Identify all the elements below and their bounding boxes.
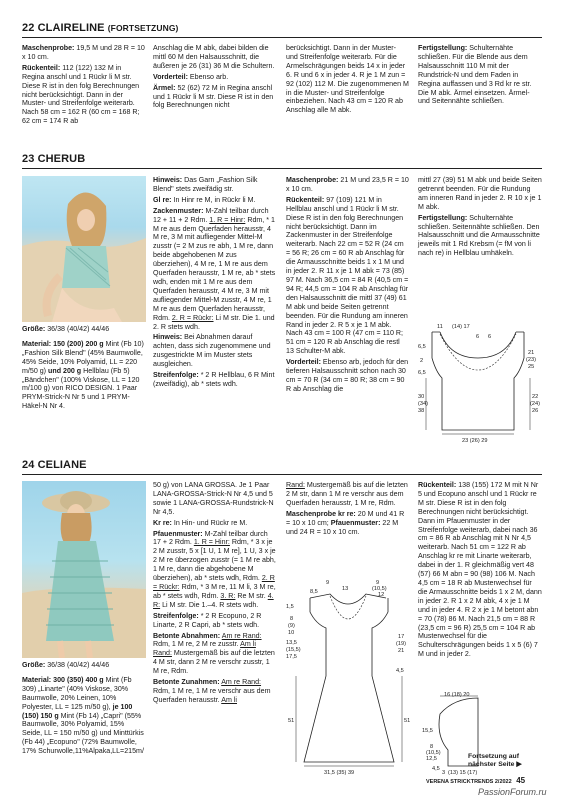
underlined: 2. R = Rückr: bbox=[153, 574, 275, 591]
text: 21 M und 23,5 R = 10 x 10 cm. bbox=[286, 176, 409, 193]
dim-label: 1,5 bbox=[286, 604, 294, 610]
dim-label: 26 bbox=[532, 408, 539, 414]
label: Betonte Zunahmen: bbox=[153, 678, 220, 687]
label: Gl re: bbox=[153, 195, 172, 204]
dim-label: 8,5 bbox=[310, 589, 318, 595]
label: je 100 (150) 150 g bbox=[22, 702, 133, 720]
s23-column-4 bbox=[418, 176, 542, 260]
s22-column-4 bbox=[418, 44, 542, 108]
label: Rückenteil: bbox=[22, 63, 61, 72]
text: 20 M und 41 R = 10 x 10 cm; bbox=[286, 509, 405, 527]
label: Pfauenmuster: bbox=[330, 518, 381, 527]
watermark bbox=[478, 787, 547, 797]
label: Maschenprobe kr re: bbox=[286, 509, 356, 518]
section-title-text: 23 CHERUB bbox=[22, 153, 86, 165]
label: Größe: bbox=[22, 661, 46, 669]
dim-label: 4,5 bbox=[396, 668, 404, 674]
photo-illustration bbox=[22, 176, 146, 322]
dim-label: 6 bbox=[488, 334, 492, 340]
underlined: 3. R: bbox=[220, 591, 236, 600]
dim-label: 8 bbox=[290, 616, 294, 622]
text: Li M str. Die 1. und 2. R stets wdh. bbox=[153, 313, 275, 331]
text: M-Zahl teilbar durch 12 + 11 + 2 Rdm. bbox=[153, 206, 269, 224]
dim-label: 23 (26) 29 bbox=[462, 438, 488, 444]
dim-label: (10,5) bbox=[372, 586, 387, 592]
text: 52 (62) 72 M in Regina anschl und 1 Rückr li M str. Diese R ist in den folg Berechnungen nicht bbox=[153, 83, 274, 110]
dim-label: (9) bbox=[288, 623, 295, 629]
dim-label: 21 bbox=[528, 350, 535, 356]
dim-label: 3 bbox=[442, 770, 446, 776]
label: Hinweis: bbox=[153, 176, 183, 184]
dim-label: (24) bbox=[530, 401, 540, 407]
underlined: 4. R: bbox=[153, 591, 274, 609]
label: Zackenmuster: bbox=[153, 206, 204, 215]
dim-label: 12 bbox=[378, 592, 385, 598]
dim-label: 17,5 bbox=[286, 654, 297, 660]
page-number: 45 bbox=[516, 776, 526, 785]
schematic-celiane-body bbox=[286, 576, 416, 776]
underlined: 1. R = Hinr: bbox=[209, 215, 246, 224]
text: Re M str. bbox=[235, 591, 268, 600]
dim-label: (34) bbox=[418, 401, 428, 407]
section-23-title bbox=[22, 153, 85, 165]
text: Mint (Fb 10) „Fashion Silk Blend" (45% Baumwolle, 45% Seide, 10% Polyamid, LL = 220 m/50 g) bbox=[22, 339, 144, 375]
magazine-name: VERENA STRICKTRENDS 2/2022 bbox=[426, 779, 512, 785]
text: Rdm, * 3 M re, 11 M li, 3 M re, ab * stets wdh, Rdm. bbox=[153, 582, 276, 600]
label: Maschenprobe: bbox=[22, 44, 75, 52]
dim-label: 8 bbox=[430, 744, 434, 750]
text: Rdm, 1 M re, 1 M re verschr aus dem Querfaden herausstr. bbox=[153, 686, 271, 704]
dim-label: (14) 17 bbox=[452, 324, 470, 330]
label: Größe: bbox=[22, 325, 46, 333]
text: Hellblau (Fb 5) „Bändchen" (100% Viskose, LL = 120 m/100 g) von RICO DESIGN. 1 Paar PRYM-Strick-N Nr 5 und 1 PRYM-Häkel-N Nr 4. bbox=[22, 366, 140, 411]
dim-label: 12,5 bbox=[426, 756, 437, 762]
dim-label: 2 bbox=[420, 358, 424, 364]
s23-column-3 bbox=[286, 176, 409, 396]
dim-label: 9 bbox=[376, 580, 380, 586]
s22-column-3 bbox=[286, 44, 409, 117]
text: Mustergemäß bis auf die letzten 2 M str, dann 1 M re verschr aus dem Querfaden herausstr, 1 M re, Rdm. bbox=[286, 481, 408, 507]
text: 36/38 (40/42) 44/46 bbox=[45, 661, 110, 669]
text: 50 g) von LANA GROSSA. Je 1 Paar LANA-GROSSA-Strick-N Nr 4,5 und 5 sowie 1 LANA-GROSSA-Rundstrick-N Nr 4,5. bbox=[153, 481, 274, 516]
dim-label: 38 bbox=[418, 408, 425, 414]
text: * 2 R Ecopuno, 2 R Linarte, 2 R Capri, ab * stets wdh. bbox=[153, 611, 262, 629]
text: 138 (155) 172 M mit N Nr 5 und Ecopuno anschl und 1 Rückr re M str. Diese R ist in den folg Berechnungen nicht berücksichtigt. Dann im Pfauenmuster in der Streifenfolge weiterarb, dabei nach 36 cm = 86 R ab Anschlag mit N Nr 4,5 weiterarb. Nach 51 cm = 122 R ab Anschlag kr re mit Linarte weiterarb, dabei in der 1. R gleichmäßig vert 48 (57) 66 M abn = 90 (98) 106 M. Nach 4,5 cm = 18 R ab Musterwechsel für die Armausschnitte beids 1 x 2 M, dann in jeder 2. R 1 x 2 M abk, 4 x je 1 M und in jeder 4. R 2 x je 1 M betont abn = 70 (78) 86 M. Nach 21,5 cm = 88 R (23,5 cm = 96 R) 25,5 cm = 104 R ab Musterwechsel für die Schulterschrägungen beids 1 x 5 (6) 7 M und in jeder 2. bbox=[418, 481, 542, 659]
s24-column-2 bbox=[153, 481, 276, 707]
label: Fertigstellung: bbox=[418, 44, 468, 52]
underlined: Am li bbox=[221, 695, 237, 704]
dim-label: 30 bbox=[418, 394, 425, 400]
s22-column-1 bbox=[22, 44, 145, 128]
dim-label: (23) bbox=[526, 357, 536, 363]
text: berücksichtigt. Dann in der Muster- und Streifenfolge weiterarb. Für die Armelschrägungen beids 14 x in jeder 6. R und 6 x in jeder 4. R je 1 M zun = 92 (102) 112 M. Die zugenommenen M in die Muster- und Streifenfolge einbeziehen. Nach 43 cm = 120 R ab Anschlag alle M abk. bbox=[286, 44, 409, 115]
dim-label: 15,5 bbox=[422, 728, 433, 734]
dim-label: (15,5) bbox=[286, 647, 301, 653]
dim-label: 6,5 bbox=[418, 370, 426, 376]
label: Rückenteil: bbox=[418, 481, 457, 489]
label: Vorderteil: bbox=[286, 358, 321, 367]
dim-label: 31,5 (35) 39 bbox=[324, 770, 355, 776]
label: Vorderteil: bbox=[153, 72, 188, 81]
photo-illustration bbox=[22, 481, 146, 658]
text: M-Zahl teilbar durch 17 + 2 Rdm. bbox=[153, 529, 268, 547]
dim-label: 11 bbox=[437, 324, 443, 330]
label: Betonte Abnahmen: bbox=[153, 631, 221, 640]
text: In Hin- und Rückr re M. bbox=[171, 518, 248, 527]
section-title-suffix: (FORTSETZUNG) bbox=[107, 23, 179, 33]
label: Fertigstellung: bbox=[418, 213, 468, 222]
underlined: Am re Rand: bbox=[221, 678, 262, 687]
model-photo-celiane bbox=[22, 481, 146, 658]
underlined: Rand: bbox=[286, 481, 305, 489]
dim-label: 10 bbox=[288, 630, 295, 636]
s24-column-1 bbox=[22, 661, 146, 758]
dim-label: (19) bbox=[396, 641, 406, 647]
dim-label: 6,5 bbox=[418, 344, 426, 350]
s24-column-4 bbox=[418, 481, 542, 661]
text: Rdm, * 3 x je 2 M zusstr, 5 x [1 U, 1 M re], 1 U, 3 x je 2 M re überzogen zusstr (= 1 M re abh, 1 M re, dann die abgehobene M überziehen), ab * stets wdh, Rdm. bbox=[153, 538, 276, 583]
label: Maschenprobe: bbox=[286, 176, 339, 184]
text: Das Garn „Fashion Silk Blend" stets zweifädig str. bbox=[153, 176, 258, 193]
continuation-note bbox=[468, 753, 544, 769]
text: Rdm, 1 M re, 2 M re zusstr. bbox=[153, 640, 241, 649]
schematic-cherub bbox=[418, 318, 542, 446]
dim-label: (13) 15 (17) bbox=[448, 770, 478, 776]
text: 97 (109) 121 M in Hellblau anschl und 1 Rückr li M str. Diese R ist in den folg Berechnungen nicht berücksichtigt. Dann im Zackenmuster in der Streifenfolge weiterarb. Nach 22 cm = 52 R (24 cm = 56 R; 26 cm = 60 R ab Anschlag für die Armausschnitte beids 1 x 1 M und in jeder 2. R 11 x je 1 M abk = 73 (85) 97 M. Nach 36,5 cm = 84 R (40,5 cm = 94 R; 44,5 cm = 104 R ab Anschlag für den Halsausschnitt die mittl 37 (49) 61 M abk und beide Seiten getrennt beenden. Für die Rundung am inneren Rand in jeder 2. R 5 x je 1 M abk. Nach 43 cm = 100 R (47 cm = 110 R; 51 cm = 120 R ab Anschlag die restl 13 Schulter-M abk. bbox=[286, 195, 409, 356]
underlined: 2. R = Rückr: bbox=[171, 313, 214, 322]
text: mittl 27 (39) 51 M abk und beide Seiten getrennt beenden. Für die Rundung am inneren Rand in jeder 2. R 10 x je 1 M abk. bbox=[418, 176, 542, 211]
underlined: Am li Rand: bbox=[153, 640, 256, 658]
text: 19,5 M und 28 R = 10 x 10 cm. bbox=[22, 44, 145, 61]
s24-column-3 bbox=[286, 481, 409, 538]
continuation-text: Fortsetzung auf nächster Seite bbox=[468, 753, 519, 768]
text: Li M str. Die 1.–4. R stets wdh. bbox=[160, 600, 259, 609]
text: 36/38 (40/42) 44/46 bbox=[45, 325, 110, 333]
text: Ebenso arb. bbox=[187, 72, 229, 81]
dim-label: 25 bbox=[528, 364, 535, 370]
text: Mint (Fb 14) „Capri" (55% Baumwolle, 30% Polyamid, 15% Seide, LL = 150 m/50 g) und Minttürkis (Fb 44) „Ecopuno" (72% Baumwolle, 17% Schurwolle,11%Alpaka,LL=215m/ bbox=[22, 711, 144, 756]
section-24-title bbox=[22, 459, 87, 471]
section-title-text: 24 CELIANE bbox=[22, 459, 87, 471]
label: Streifenfolge: bbox=[153, 371, 199, 380]
dim-label: 22 bbox=[532, 394, 539, 400]
magazine-footer bbox=[426, 776, 525, 785]
dim-label: 13,5 bbox=[286, 640, 297, 646]
label: Material: 150 (200) 200 g bbox=[22, 339, 104, 348]
dim-label: 9 bbox=[326, 580, 330, 586]
text: Ebenso arb, jedoch für den tieferen Halsausschnitt schon nach 30 cm = 70 R (34 cm = 80 R; 38 cm = 90 R ab Anschlag die bbox=[286, 358, 409, 393]
dim-label: 6 bbox=[476, 334, 480, 340]
dim-label: 51 bbox=[404, 718, 411, 724]
text: Schulternähte schließen. Für die Blende aus dem Halsausschnitt 110 M mit der Rundstrick-N und dem Faden in Regina auffassen und 3 Rd kr re str. Die M abk. Ärmel einsetzen. Ärmel- und Seitennähte schließen. bbox=[418, 44, 532, 106]
label: Rückenteil: bbox=[286, 195, 325, 204]
label: Material: 300 (350) 400 g bbox=[22, 675, 104, 684]
dim-label: (10,5) bbox=[426, 750, 441, 756]
watermark-text: PassionForum.ru bbox=[478, 787, 547, 797]
underlined: 1. R = Hinr: bbox=[193, 538, 230, 547]
label: Pfauenmuster: bbox=[153, 529, 203, 538]
text: Rdm, * 1 M re aus dem Querfaden herausstr, 4 M re, 3 M mit aufliegender Mittel-M zusstr (= 2 M zus re abh, 1 M re, dann beide abgehobenen M zus überziehen), 4 M re, 1 M re aus dem Querfaden herausstr, 1 M re, ab * stets wdh, enden mit 1 M re aus dem Querfaden herausstr, 4 M re, 3 M mit aufliegender Mittel-M zusstr, 4 M re, 1 M re aus dem Querfaden herausstr, Rdm. bbox=[153, 215, 276, 322]
dim-label: 21 bbox=[398, 648, 405, 654]
text: Bei Abnahmen darauf achten, dass sich zugenommene und zusgestrickte M im Muster stets ausgleichen. bbox=[153, 333, 271, 369]
text: Mint (Fb 309) „Linarte" (40% Viskose, 30% Baumwolle, 20% Leinen, 10% Polyester, LL = 125 m/50 g), bbox=[22, 675, 132, 711]
label: Kr re: bbox=[153, 518, 172, 527]
underlined: Am re Rand: bbox=[221, 631, 262, 640]
label: Hinweis: bbox=[153, 333, 183, 342]
dim-label: 13 bbox=[342, 586, 349, 592]
text: Anschlag die M abk, dabei bilden die mittl 60 M den Halsausschnitt, die äußeren je 26 (31) 36 M die Schultern. bbox=[153, 44, 275, 70]
dim-label: 4,5 bbox=[432, 766, 440, 772]
section-title-text: 22 CLAIRELINE bbox=[22, 22, 105, 34]
section-22-rule bbox=[22, 37, 542, 38]
text: * 2 R Hellblau, 6 R Mint (zweifädig), ab * stets wdh. bbox=[153, 371, 275, 388]
dim-label: 16 (18) 20 bbox=[444, 692, 470, 698]
label: Ärmel: bbox=[153, 83, 176, 92]
text: In Hinr re M, in Rückr li M. bbox=[171, 195, 256, 204]
text: 22 M und 24 R = 10 x 10 cm. bbox=[286, 518, 399, 536]
arrow-right-icon: ▶ bbox=[516, 761, 522, 768]
text: Mustergemäß bis auf die letzten 4 M str, dann 2 M re verschr zusstr, 1 M re, Rdm. bbox=[153, 649, 275, 676]
text: Schulternähte schließen. Seitennähte schließen. Den Halsausschnitt und die Armausschnitte jeweils mit 1 Rd Krebsm (= fM von li nach re) in Hellblau umhäkeln. bbox=[418, 213, 540, 258]
section-23-rule bbox=[22, 168, 542, 169]
model-photo-cherub bbox=[22, 176, 146, 322]
dim-label: 17 bbox=[398, 634, 405, 640]
s23-column-1 bbox=[22, 325, 146, 413]
section-24-rule bbox=[22, 474, 542, 475]
label: Streifenfolge: bbox=[153, 611, 199, 620]
s23-column-2 bbox=[153, 176, 276, 391]
section-22-title bbox=[22, 22, 178, 34]
text: 112 (122) 132 M in Regina anschl und 1 Rückr li M str. Diese R ist in den folg Berechnungen nicht berücksichtigt. Dann in der Muster- und Streifenfolge weiterarb. Nach 58 cm = 162 R (60 cm = 168 R; 62 cm = 174 R ab bbox=[22, 63, 140, 126]
s22-column-2 bbox=[153, 44, 276, 112]
label: und 200 g bbox=[48, 366, 82, 375]
dim-label: 51 bbox=[288, 718, 295, 724]
